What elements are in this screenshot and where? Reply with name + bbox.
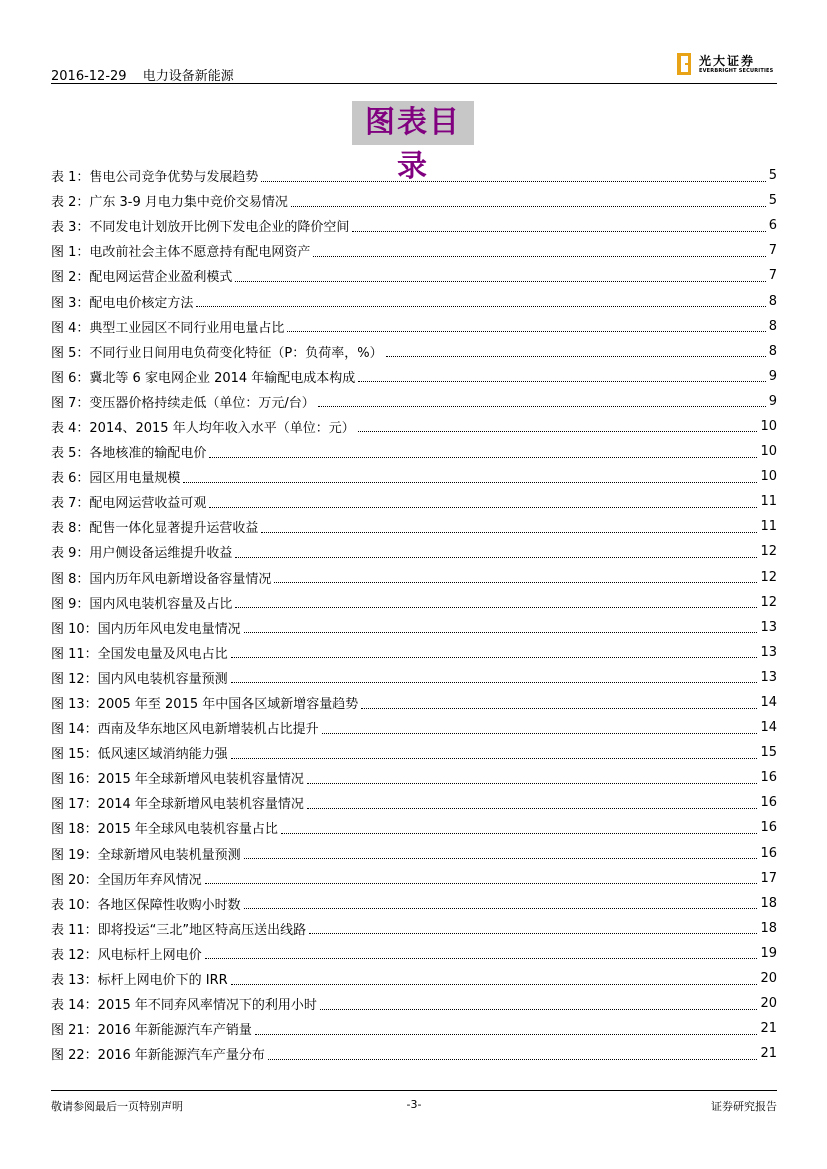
toc-entry-page: 12 xyxy=(760,594,777,610)
toc-entry[interactable] xyxy=(51,841,777,866)
toc-entry-label: 表 5：各地核准的输配电价 xyxy=(51,446,207,462)
toc-entry-page: 14 xyxy=(760,695,777,711)
toc-dot-leader xyxy=(268,1058,758,1060)
toc-entry-page: 16 xyxy=(760,770,777,786)
toc-entry[interactable] xyxy=(51,489,777,514)
toc-dot-leader xyxy=(244,631,758,633)
toc-entry-page: 15 xyxy=(760,745,777,761)
toc-entry[interactable] xyxy=(51,590,777,615)
toc-entry[interactable] xyxy=(51,991,777,1016)
toc-entry-page: 6 xyxy=(768,218,777,234)
toc-entry-page: 8 xyxy=(768,293,777,309)
toc-entry-label: 图 4：典型工业园区不同行业用电量占比 xyxy=(51,320,285,336)
toc-entry[interactable] xyxy=(51,815,777,840)
toc-entry[interactable] xyxy=(51,188,777,213)
toc-entry-page: 19 xyxy=(760,945,777,961)
toc-entry-page: 10 xyxy=(760,418,777,434)
toc-entry-label: 图 6：冀北等 6 家电网企业 2014 年输配电成本构成 xyxy=(51,370,356,386)
toc-entry-page: 5 xyxy=(768,193,777,209)
toc-dot-leader xyxy=(196,305,765,307)
toc-entry-page: 18 xyxy=(760,895,777,911)
toc-entry[interactable] xyxy=(51,690,777,715)
page-title-box xyxy=(352,101,474,184)
toc-entry-label: 图 9：国内风电装机容量及占比 xyxy=(51,596,233,612)
toc-entry-page: 8 xyxy=(768,318,777,334)
header-divider xyxy=(51,83,777,84)
toc-entry[interactable] xyxy=(51,414,777,439)
toc-entry-page: 16 xyxy=(760,795,777,811)
toc-entry-label: 图 10：国内历年风电发电量情况 xyxy=(51,621,241,637)
toc-dot-leader xyxy=(318,405,766,407)
logo-english-name: EVERBRIGHT SECURITIES xyxy=(699,68,774,74)
toc-entry-label: 图 19：全球新增风电装机量预测 xyxy=(51,847,241,863)
toc-dot-leader xyxy=(358,430,758,432)
toc-entry[interactable] xyxy=(51,514,777,539)
toc-entry-label: 图 16：2015 年全球新增风电装机容量情况 xyxy=(51,772,304,788)
toc-dot-leader xyxy=(287,330,765,332)
toc-dot-leader xyxy=(261,180,765,182)
toc-entry[interactable] xyxy=(51,640,777,665)
toc-dot-leader xyxy=(291,205,766,207)
toc-dot-leader xyxy=(183,481,757,483)
toc-dot-leader xyxy=(320,1008,758,1010)
toc-entry-page: 16 xyxy=(760,820,777,836)
toc-entry-page: 21 xyxy=(760,1021,777,1037)
toc-entry[interactable] xyxy=(51,866,777,891)
toc-entry[interactable] xyxy=(51,1041,777,1066)
toc-entry[interactable] xyxy=(51,238,777,263)
toc-dot-leader xyxy=(209,456,757,458)
toc-dot-leader xyxy=(281,832,758,834)
company-logo xyxy=(677,52,777,80)
toc-dot-leader xyxy=(307,807,758,809)
page-header xyxy=(51,54,777,84)
toc-entry-page: 16 xyxy=(760,845,777,861)
toc-entry-label: 图 22：2016 年新能源汽车产量分布 xyxy=(51,1048,265,1064)
footer-report-type: 证券研究报告 xyxy=(711,1100,777,1113)
toc-entry-label: 表 7：配电网运营收益可观 xyxy=(51,496,207,512)
toc-entry[interactable] xyxy=(51,790,777,815)
toc-entry-label: 图 18：2015 年全球风电装机容量占比 xyxy=(51,822,278,838)
toc-dot-leader xyxy=(231,983,758,985)
toc-dot-leader xyxy=(322,732,758,734)
toc-dot-leader xyxy=(231,656,758,658)
toc-entry-page: 13 xyxy=(760,644,777,660)
toc-dot-leader xyxy=(309,932,757,934)
toc-entry-page: 10 xyxy=(760,469,777,485)
toc-entry-label: 图 11：全国发电量及风电占比 xyxy=(51,646,228,662)
toc-entry-label: 图 7：变压器价格持续走低（单位：万元/台） xyxy=(51,395,315,411)
toc-dot-leader xyxy=(358,380,765,382)
toc-entry-label: 表 4：2014、2015 年人均年收入水平（单位：元） xyxy=(51,420,355,436)
toc-dot-leader xyxy=(386,355,766,357)
toc-entry-label: 图 21：2016 年新能源汽车产销量 xyxy=(51,1023,252,1039)
toc-entry[interactable] xyxy=(51,615,777,640)
toc-entry-label: 图 3：配电电价核定方法 xyxy=(51,295,194,311)
toc-entry[interactable] xyxy=(51,715,777,740)
toc-entry-label: 图 8：国内历年风电新增设备容量情况 xyxy=(51,571,272,587)
toc-entry-label: 图 12：国内风电装机容量预测 xyxy=(51,671,228,687)
toc-entry-label: 表 14：2015 年不同弃风率情况下的利用小时 xyxy=(51,998,317,1014)
toc-entry[interactable] xyxy=(51,665,777,690)
logo-chinese-name: 光大证券 xyxy=(699,54,756,68)
toc-entry-page: 20 xyxy=(760,971,777,987)
table-of-figures xyxy=(51,163,777,1066)
toc-entry[interactable] xyxy=(51,565,777,590)
toc-entry-page: 12 xyxy=(760,569,777,585)
toc-entry-page: 11 xyxy=(760,519,777,535)
toc-entry-page: 9 xyxy=(768,393,777,409)
logo-mark-icon xyxy=(677,53,691,75)
page-footer xyxy=(51,1098,777,1116)
toc-entry-label: 图 17：2014 年全球新增风电装机容量情况 xyxy=(51,797,304,813)
toc-entry-page: 14 xyxy=(760,720,777,736)
toc-dot-leader xyxy=(235,606,757,608)
toc-entry[interactable] xyxy=(51,288,777,313)
toc-dot-leader xyxy=(313,255,765,257)
toc-entry[interactable] xyxy=(51,314,777,339)
toc-entry-page: 5 xyxy=(768,168,777,184)
toc-entry-label: 表 8：配售一体化显著提升运营收益 xyxy=(51,521,259,537)
report-date: 2016-12-29 xyxy=(51,69,127,84)
toc-entry[interactable] xyxy=(51,364,777,389)
toc-dot-leader xyxy=(205,882,758,884)
toc-entry-page: 11 xyxy=(760,494,777,510)
toc-entry-label: 图 2：配电网运营企业盈利模式 xyxy=(51,270,233,286)
toc-entry[interactable] xyxy=(51,339,777,364)
toc-entry-page: 8 xyxy=(768,343,777,359)
toc-entry[interactable] xyxy=(51,464,777,489)
toc-dot-leader xyxy=(274,581,757,583)
toc-dot-leader xyxy=(361,707,757,709)
toc-entry-label: 表 1：售电公司竞争优势与发展趋势 xyxy=(51,170,259,186)
toc-entry-page: 10 xyxy=(760,444,777,460)
toc-entry[interactable] xyxy=(51,916,777,941)
footer-page-number: -3- xyxy=(406,1098,422,1111)
page-title: 图表目录 xyxy=(365,105,461,184)
toc-dot-leader xyxy=(244,907,758,909)
toc-entry[interactable] xyxy=(51,439,777,464)
toc-entry-label: 图 5：不同行业日间用电负荷变化特征（P：负荷率，%） xyxy=(51,345,383,361)
toc-dot-leader xyxy=(244,857,758,859)
header-info xyxy=(51,65,234,84)
toc-entry-label: 表 2：广东 3-9 月电力集中竞价交易情况 xyxy=(51,195,288,211)
toc-entry[interactable] xyxy=(51,765,777,790)
toc-dot-leader xyxy=(352,230,765,232)
toc-entry-label: 图 1：电改前社会主体不愿意持有配电网资产 xyxy=(51,245,311,261)
toc-entry-label: 表 10：各地区保障性收购小时数 xyxy=(51,897,241,913)
toc-dot-leader xyxy=(235,556,757,558)
toc-entry-page: 7 xyxy=(768,268,777,284)
toc-entry[interactable] xyxy=(51,1016,777,1041)
toc-dot-leader xyxy=(307,782,758,784)
toc-entry[interactable] xyxy=(51,966,777,991)
toc-entry-label: 表 6：园区用电量规模 xyxy=(51,471,181,487)
toc-dot-leader xyxy=(261,531,757,533)
toc-dot-leader xyxy=(231,757,758,759)
toc-dot-leader xyxy=(235,280,765,282)
toc-entry-page: 20 xyxy=(760,996,777,1012)
toc-entry-page: 17 xyxy=(760,870,777,886)
toc-dot-leader xyxy=(231,681,758,683)
toc-entry-label: 图 20：全国历年弃风情况 xyxy=(51,872,202,888)
toc-entry[interactable] xyxy=(51,263,777,288)
footer-divider xyxy=(51,1090,777,1091)
toc-entry-label: 图 13：2005 年至 2015 年中国各区域新增容量趋势 xyxy=(51,697,359,713)
toc-dot-leader xyxy=(255,1033,758,1035)
toc-entry[interactable] xyxy=(51,941,777,966)
toc-entry-page: 18 xyxy=(760,920,777,936)
toc-entry-label: 表 9：用户侧设备运维提升收益 xyxy=(51,546,233,562)
toc-entry-page: 13 xyxy=(760,669,777,685)
toc-entry-label: 图 14：西南及华东地区风电新增装机占比提升 xyxy=(51,722,319,738)
toc-entry[interactable] xyxy=(51,740,777,765)
footer-disclaimer: 敬请参阅最后一页特别声明 xyxy=(51,1100,183,1113)
toc-entry[interactable] xyxy=(51,213,777,238)
toc-entry-label: 表 12：风电标杆上网电价 xyxy=(51,947,202,963)
toc-dot-leader xyxy=(205,957,758,959)
toc-entry-page: 7 xyxy=(768,243,777,259)
toc-entry-page: 13 xyxy=(760,619,777,635)
toc-entry-page: 12 xyxy=(760,544,777,560)
toc-entry-label: 图 15：低风速区域消纳能力强 xyxy=(51,747,228,763)
toc-entry[interactable] xyxy=(51,539,777,564)
toc-entry-label: 表 3：不同发电计划放开比例下发电企业的降价空间 xyxy=(51,220,350,236)
toc-entry-page: 9 xyxy=(768,368,777,384)
toc-entry-label: 表 11：即将投运“三北”地区特高压送出线路 xyxy=(51,922,307,938)
toc-entry[interactable] xyxy=(51,163,777,188)
toc-dot-leader xyxy=(209,506,757,508)
sector-name: 电力设备新能源 xyxy=(142,69,234,84)
toc-entry-page: 21 xyxy=(760,1046,777,1062)
toc-entry-label: 表 13：标杆上网电价下的 IRR xyxy=(51,973,228,989)
toc-entry[interactable] xyxy=(51,389,777,414)
toc-entry[interactable] xyxy=(51,891,777,916)
